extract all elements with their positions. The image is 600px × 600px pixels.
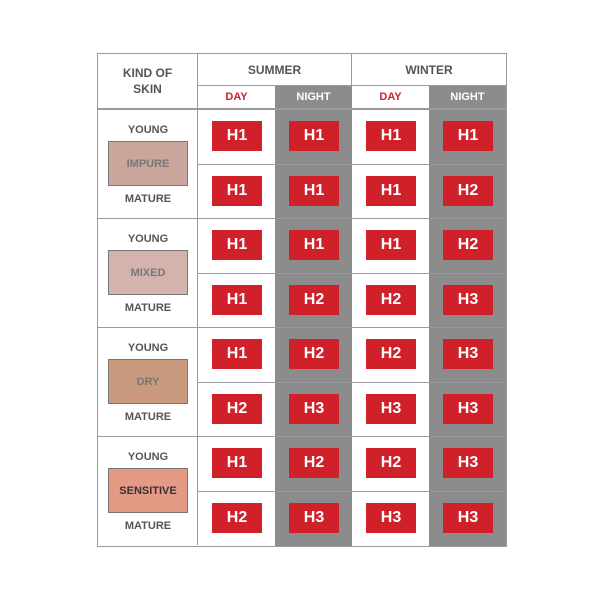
mature-label: MATURE (124, 411, 172, 423)
rating-badge: H2 (443, 176, 493, 206)
rating-badge: H2 (212, 394, 262, 424)
young-label: YOUNG (127, 342, 169, 354)
rating-badge: H3 (443, 339, 493, 369)
skin-type-cell (98, 328, 198, 436)
mature-label: MATURE (124, 520, 172, 532)
mature-label: MATURE (124, 302, 172, 314)
rating-badge: H2 (366, 448, 416, 478)
skin-type-cell (98, 219, 198, 327)
skin-swatch-impure: IMPURE (108, 141, 188, 186)
young-label: YOUNG (127, 451, 169, 463)
rating-badge: H3 (443, 503, 493, 533)
skin-swatch-dry: DRY (108, 359, 188, 404)
rating-badge: H3 (289, 394, 339, 424)
rating-badge: H3 (443, 285, 493, 315)
rating-badge: H1 (289, 230, 339, 260)
rating-badge: H1 (212, 230, 262, 260)
rating-badge: H3 (443, 394, 493, 424)
winter-night-header: NIGHT (429, 86, 506, 109)
skin-group-dry (98, 327, 506, 436)
rating-badge: H1 (289, 121, 339, 151)
rating-badge: H3 (366, 503, 416, 533)
summer-night-header: NIGHT (275, 86, 352, 109)
kind-of-skin-header (98, 54, 198, 109)
skin-group-mixed (98, 218, 506, 327)
rating-badge: H1 (212, 339, 262, 369)
skin-group-sensitive (98, 436, 506, 545)
mature-label: MATURE (124, 193, 172, 205)
rating-badge: H1 (443, 121, 493, 151)
skin-type-cell (98, 110, 198, 218)
rating-badge: H1 (212, 448, 262, 478)
summer-header: SUMMER (198, 54, 352, 86)
winter-header: WINTER (352, 54, 506, 86)
winter-day-header: DAY (352, 86, 429, 109)
rating-badge: H2 (366, 339, 416, 369)
rating-badge: H1 (212, 285, 262, 315)
row-divider (198, 382, 506, 383)
rating-badge: H3 (443, 448, 493, 478)
rating-badge: H1 (366, 176, 416, 206)
rating-badge: H2 (366, 285, 416, 315)
skin-recommendation-table (97, 53, 507, 547)
rating-badge: H2 (289, 339, 339, 369)
young-label: YOUNG (127, 124, 169, 136)
summer-day-header: DAY (198, 86, 275, 109)
rating-badge: H1 (366, 121, 416, 151)
rating-badge: H2 (443, 230, 493, 260)
rating-badge: H1 (366, 230, 416, 260)
row-divider (198, 164, 506, 165)
kind-of-skin-label: KIND OF SKIN (122, 66, 173, 96)
rating-badge: H3 (366, 394, 416, 424)
skin-group-impure (98, 109, 506, 218)
rating-badge: H3 (289, 503, 339, 533)
row-divider (198, 491, 506, 492)
rating-badge: H1 (289, 176, 339, 206)
skin-swatch-mixed: MIXED (108, 250, 188, 295)
skin-swatch-sensitive: SENSITIVE (108, 468, 188, 513)
rating-badge: H2 (212, 503, 262, 533)
skin-type-cell (98, 437, 198, 545)
young-label: YOUNG (127, 233, 169, 245)
row-divider (198, 273, 506, 274)
rating-badge: H2 (289, 448, 339, 478)
rating-badge: H2 (289, 285, 339, 315)
rating-badge: H1 (212, 176, 262, 206)
rating-badge: H1 (212, 121, 262, 151)
